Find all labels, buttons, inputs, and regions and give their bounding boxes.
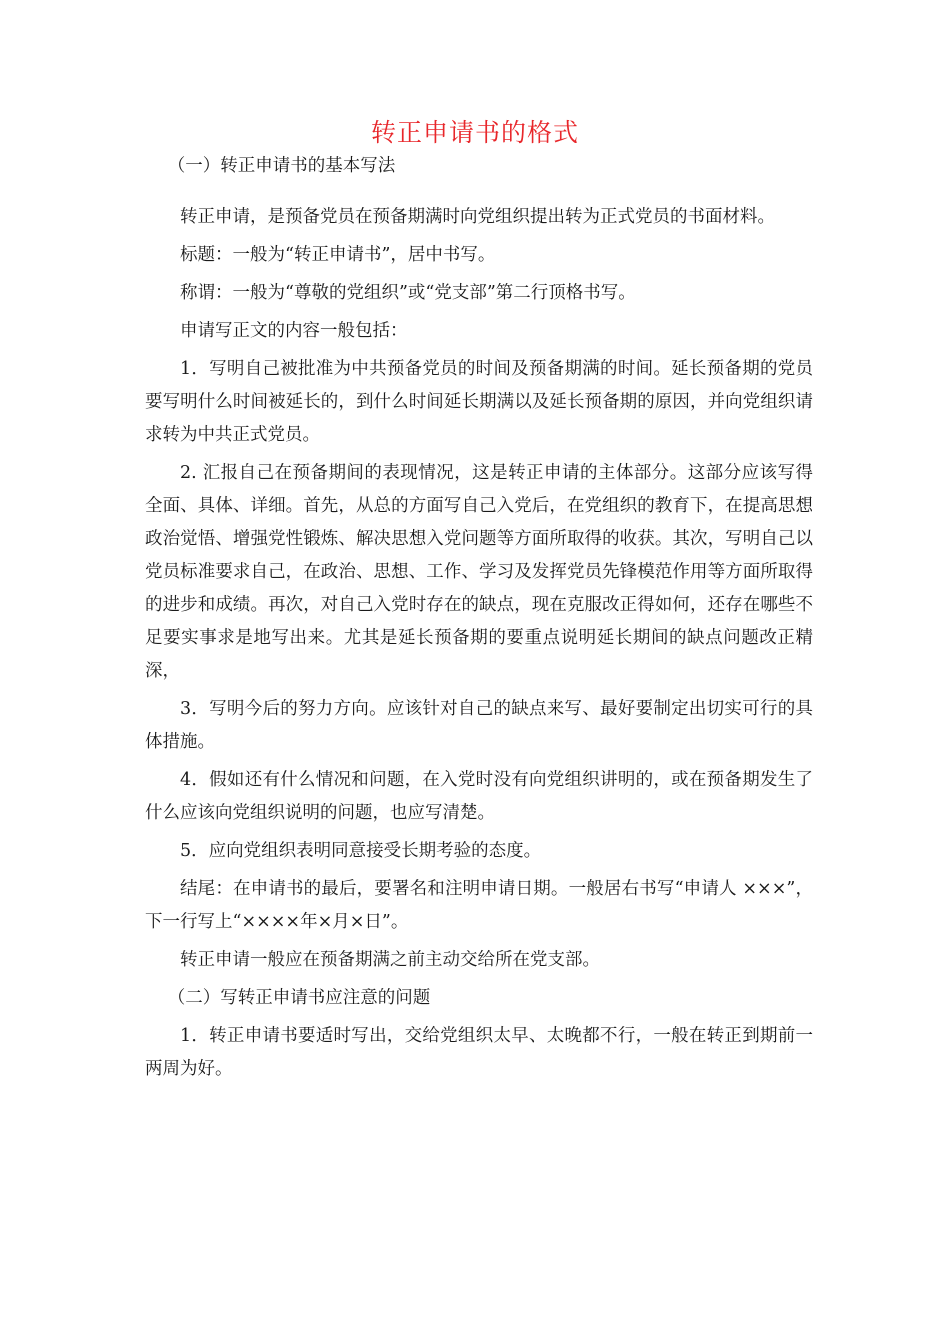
paragraph-salutation-rule: 称谓：一般为“尊敬的党组织”或“党支部”第二行顶格书写。 (180, 283, 636, 303)
paragraph-item-4: 4．假如还有什么情况和问题，在入党时没有向党组织讲明的，或在预备期发生了什么应该向党组织说明的问题，也应写清楚。 (145, 770, 813, 823)
paragraph-definition: 转正申请，是预备党员在预备期满时向党组织提出转为正式党员的书面材料。 (180, 207, 775, 227)
document-title: 转正申请书的格式 (370, 118, 579, 147)
paragraph-closing-rule: 结尾：在申请书的最后，要署名和注明申请日期。一般居右书写“申请人 ×××”，下一行写上“××××年×月×日”。 (145, 879, 813, 932)
paragraph-title-rule: 标题：一般为“转正申请书”，居中书写。 (180, 245, 496, 265)
paragraph-note-1: 1．转正申请书要适时写出，交给党组织太早、太晚都不行，一般在转正到期前一两周为好。 (145, 1026, 813, 1079)
paragraph-submission-rule: 转正申请一般应在预备期满之前主动交给所在党支部。 (180, 950, 600, 970)
paragraph-item-1: 1．写明自己被批准为中共预备党员的时间及预备期满的时间。延长预备期的党员要写明什么时间被延长的，到什么时间延长期满以及延长预备期的原因，并向党组织请求转为中共正式党员。 (145, 359, 813, 445)
paragraph-item-5: 5．应向党组织表明同意接受长期考验的态度。 (180, 841, 542, 861)
document-body (145, 150, 813, 1091)
paragraph-item-3: 3．写明今后的努力方向。应该针对自己的缺点来写、最好要制定出切实可行的具体措施。 (145, 699, 813, 752)
paragraph-item-2: 2. 汇报自己在预备期间的表现情况，这是转正申请的主体部分。这部分应该写得全面、具体、详细。首先，从总的方面写自己入党后，在党组织的教育下，在提高思想政治觉悟、增强党性锻炼、解决思想入党问题等方面所取得的收获。其次，写明自己以党员标准要求自己，在政治、思想、工作、学习及发挥党员先锋模范作用等方面所取得的进步和成绩。再次，对自己入党时存在的缺点，现在克服改正得如何，还存在哪些不足要实事求是地写出来。尤其是延长预备期的要重点说明延长期间的缺点问题改正精深， (145, 463, 813, 681)
section-heading-notes: （二）写转正申请书应注意的问题 (167, 988, 431, 1008)
paragraph-content-intro: 申请写正文的内容一般包括： (180, 321, 408, 341)
section-heading-basic-writing: （一）转正申请书的基本写法 (167, 156, 396, 176)
